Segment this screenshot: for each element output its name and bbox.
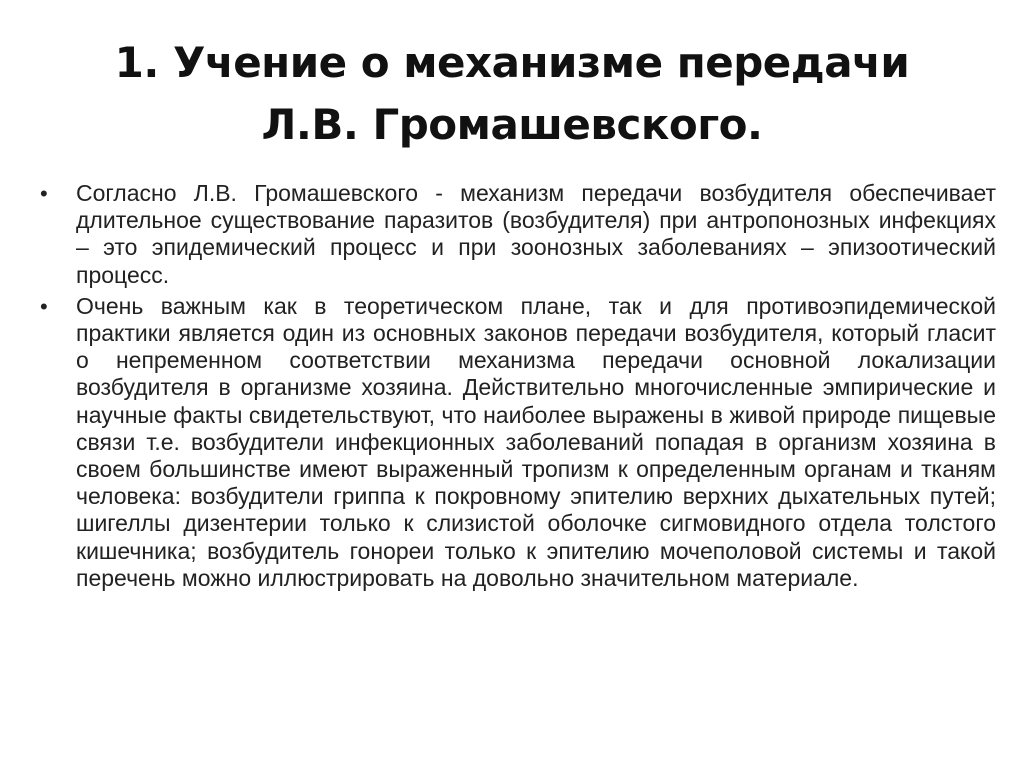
slide-title-line-2: Л.В. Громашевского. xyxy=(261,100,763,149)
bullet-dot-icon: • xyxy=(40,293,48,319)
bullet-text: Очень важным как в теоретическом плане, так и для противоэпидемической практики является один из основных законов передачи возбудителя, который гласит о непременном соответствии механизма передачи основной локализации возбудителя в организме хозяина. Действительно многочисленные эмпирические и научные факты свидетельствуют, что наиболее выражены в живой природе пищевые связи т.е. возбудители инфекционных заболеваний попадая в организм хозяина в своем большинстве имеют выраженный тропизм к определенным органам и тканям человека: возбудители гриппа к покровному эпителию верхних дыхательных путей; шигеллы дизентерии только к слизистой оболочке сигмовидного отдела толстого кишечника; возбудитель гонореи только к эпителию мочеполовой системы и такой перечень можно иллюстрировать на довольно значительном материале. xyxy=(76,292,996,591)
slide-title-line-1: 1. Учение о механизме передачи xyxy=(114,38,910,87)
bullet-item xyxy=(40,293,996,592)
bullet-list xyxy=(40,180,996,596)
slide-title xyxy=(60,32,964,156)
bullet-dot-icon: • xyxy=(40,181,48,206)
bullet-item xyxy=(40,180,996,289)
bullet-text: Согласно Л.В. Громашевского - механизм передачи возбудителя обеспечивает длительное существование паразитов (возбудителя) при антропонозных инфекциях – это эпидемический процесс и при зоонозных заболеваниях – эпизоотический процесс. xyxy=(76,180,996,288)
